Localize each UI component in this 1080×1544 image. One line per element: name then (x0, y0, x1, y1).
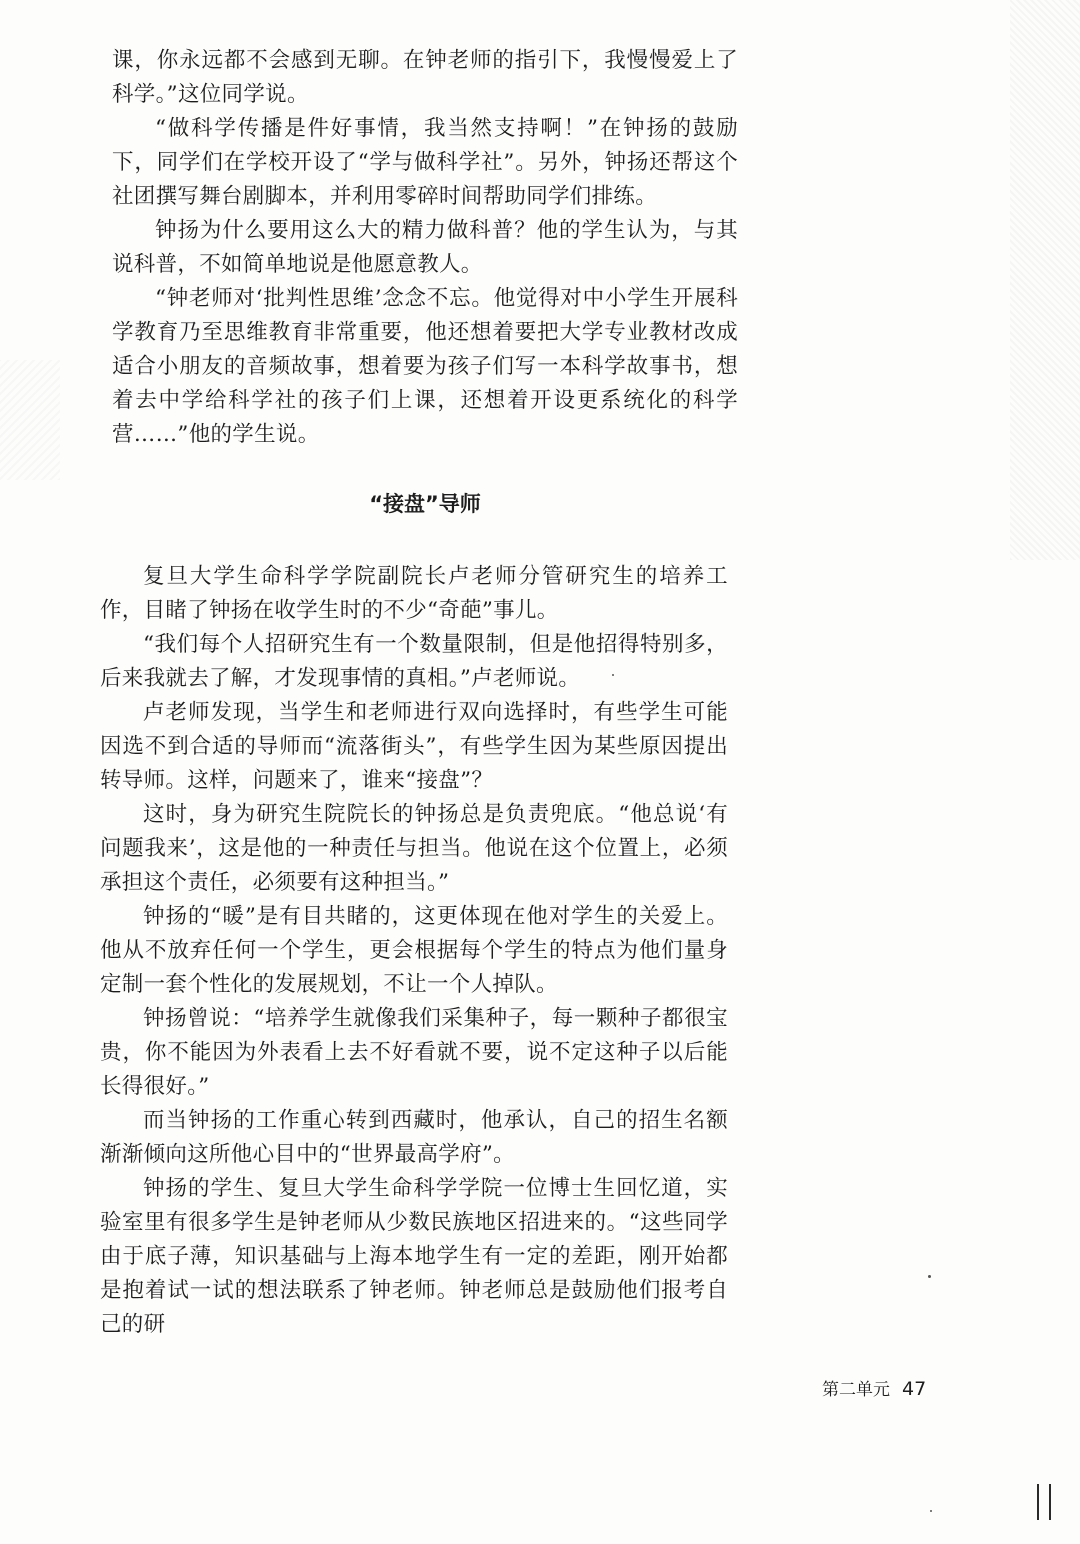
paragraph: 钟扬的“暖”是有目共睹的，这更体现在他对学生的关爱上。他从不放弃任何一个学生，更会根据每个学生的特点为他们量身定制一套个性化的发展规划，不让一个人掉队。 (100, 904, 728, 997)
scan-speck (928, 1275, 931, 1278)
paragraph: “钟老师对‘批判性思维’念念不忘。他觉得对中小学生开展科学教育乃至思维教育非常重要，他还想着要把大学专业教材改成适合小朋友的音频故事，想着要为孩子们写一本科学故事书，想着去中学给科学社的孩子们上课，还想着开设更系统化的科学营……”他的学生说。 (112, 286, 738, 447)
unit-label: 第二单元 (822, 1380, 890, 1400)
paragraph: 钟扬的学生、复旦大学生命科学学院一位博士生回忆道，实验室里有很多学生是钟老师从少数民族地区招进来的。“这些同学由于底子薄，知识基础与上海本地学生有一定的差距，刚开始都是抱着试一试的想法联系了钟老师。钟老师总是鼓励他们报考自己的研 (100, 1176, 728, 1337)
paragraph: 这时，身为研究生院院长的钟扬总是负责兜底。“他总说‘有问题我来’，这是他的一种责任与担当。他说在这个位置上，必须承担这个责任，必须要有这种担当。” (100, 802, 728, 895)
top-text-block (112, 44, 738, 452)
page-number: 47 (902, 1378, 927, 1400)
section-heading: “接盘”导师 (369, 492, 481, 516)
scan-speck (612, 674, 614, 676)
scan-noise-right (1010, 0, 1080, 560)
paragraph: 课，你永远都不会感到无聊。在钟老师的指引下，我慢慢爱上了科学。”这位同学说。 (112, 48, 738, 107)
paragraph: 钟扬曾说：“培养学生就像我们采集种子，每一颗种子都很宝贵，你不能因为外表看上去不好看就不要，说不定这种子以后能长得很好。” (100, 1006, 728, 1099)
binding-mark (1037, 1484, 1039, 1520)
page-footer (822, 1376, 926, 1403)
binding-marks (1037, 1484, 1053, 1520)
paragraph: 复旦大学生命科学学院副院长卢老师分管研究生的培养工作，目睹了钟扬在收学生时的不少“奇葩”事儿。 (100, 564, 728, 623)
scan-speck (930, 1510, 932, 1512)
binding-mark (1049, 1484, 1051, 1520)
paragraph: 而当钟扬的工作重心转到西藏时，他承认，自己的招生名额渐渐倾向这所他心目中的“世界最高学府”。 (100, 1108, 728, 1167)
paragraph: “我们每个人招研究生有一个数量限制，但是他招得特别多，后来我就去了解，才发现事情的真相。”卢老师说。 (100, 632, 728, 691)
paragraph: 卢老师发现，当学生和老师进行双向选择时，有些学生可能因选不到合适的导师而“流落街头”，有些学生因为某些原因提出转导师。这样，问题来了，谁来“接盘”？ (100, 700, 728, 793)
bottom-text-block (100, 560, 728, 1342)
paragraph: “做科学传播是件好事情，我当然支持啊！”在钟扬的鼓励下，同学们在学校开设了“学与做科学社”。另外，钟扬还帮这个社团撰写舞台剧脚本，并利用零碎时间帮助同学们排练。 (112, 116, 738, 209)
paragraph: 钟扬为什么要用这么大的精力做科普？他的学生认为，与其说科普，不如简单地说是他愿意教人。 (112, 218, 738, 277)
scan-noise-left (0, 360, 60, 480)
